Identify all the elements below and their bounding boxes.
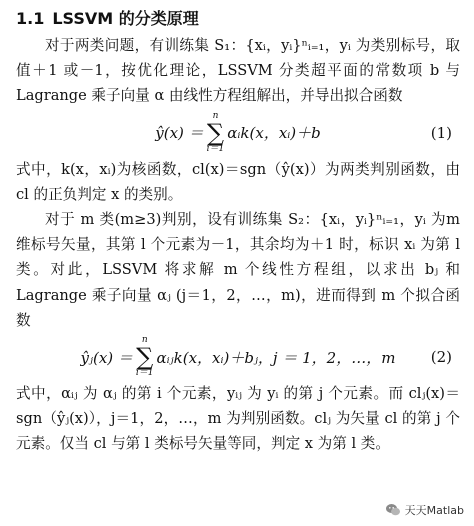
paragraph-kernel: 式中，k(x，xᵢ)为核函数，cl(x)＝sgn（ŷ(x)）为两类判别函数，由 cl 的正负判定 x 的类别。 [16,160,460,203]
sigma-icon: ∑ [136,343,154,372]
paragraph-discriminant: 式中，αᵢⱼ 为 αⱼ 的第 i 个元素，yᵢⱼ 为 yᵢ 的第 j 个元素。而 clⱼ(x)＝sgn（ŷⱼ(x)），j＝1，2，…，m 为判别函数。clⱼ 为矢量 cl 的第 j 个元素。仅当 cl 与第 l 类标号矢量等同，判定 x 为第 l 类。 [16,385,460,453]
summation-symbol [207,112,225,154]
sum-lower-limit: i＝1 [206,143,225,154]
sum-lower-limit: i＝1 [135,368,154,379]
equation-2-rhs: αᵢⱼk(x，xᵢ)＋bⱼ，j ＝ 1，2，…，m [156,348,396,367]
sum-upper-limit: n [141,335,148,346]
sigma-icon: ∑ [206,118,225,147]
summation-symbol [136,336,154,378]
watermark-text: 天天Matlab [404,504,464,517]
section-number: 1.1 [16,9,45,28]
watermark [381,500,468,520]
equation-1-number: (1) [430,123,452,142]
wechat-icon [385,502,401,518]
section-title: LSSVM 的分类原理 [52,9,199,28]
equation-1-rhs: αᵢk(x，xᵢ)＋b [227,124,321,143]
paragraph-multiclass: 对于 m 类(m≥3)判别，设有训练集 S₂：{xᵢ，yᵢ}ⁿᵢ₌₁，yᵢ 为m 维标号矢量，其第 l 个元素为－1，其余均为＋1 时，标识 xᵢ 为第 l 类。对此，LSSVM 将求解 m 个线性方程组，以求出 bⱼ 和 Lagrange 乘子向量 αⱼ (j＝1，2，…，m)，进而得到 m 个拟合函数 [16,211,460,329]
equation-2-lhs: ŷⱼ(x) ＝ [80,348,133,367]
section-heading [16,6,460,32]
equation-2 [16,333,460,381]
equation-1 [16,109,460,157]
equation-2-number: (2) [430,348,452,367]
paragraph-intro: 对于两类问题，有训练集 S₁：{xᵢ，yᵢ}ⁿᵢ₌₁，yᵢ 为类别标号，取值＋1 或－1，按优化理论，LSSVM 分类超平面的常数项 b 与 Lagrange 乘子向量 α 由线性方程组解出，并导出拟合函数 [16,37,460,105]
equation-1-lhs: ŷ(x) ＝ [155,124,204,143]
sum-upper-limit: n [212,110,219,121]
